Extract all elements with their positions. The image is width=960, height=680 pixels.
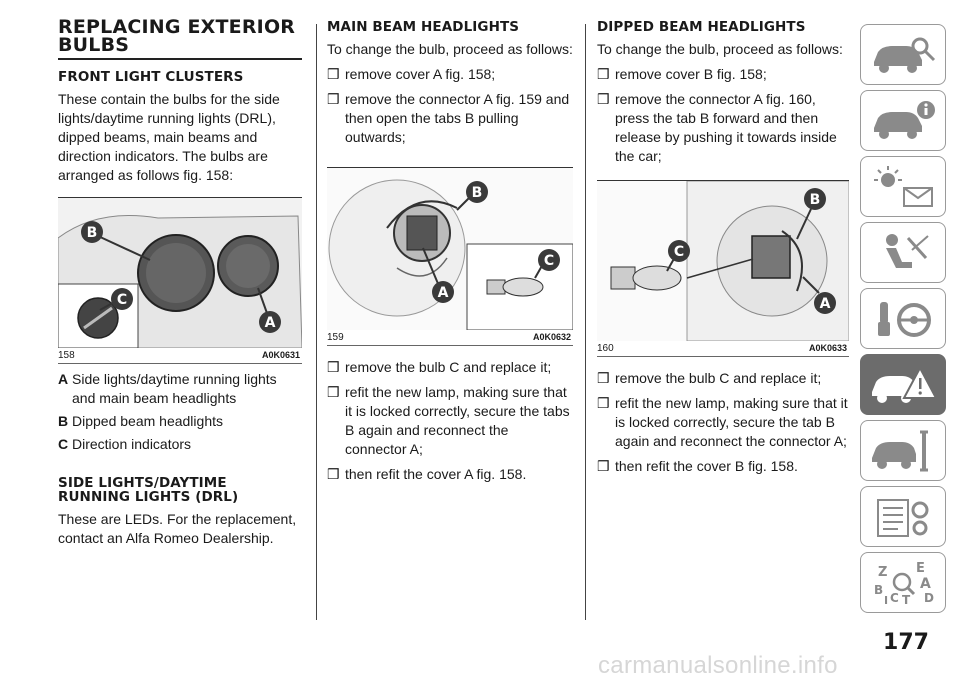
svg-text:B: B [874,582,884,597]
figure-number: 159 [327,332,344,343]
callout-a-label: A [819,296,831,312]
callout-b-label: B [86,225,98,241]
figure-code: A0K0633 [808,343,847,353]
main-beam-step: ❒ refit the new lamp, making sure that it is locked correctly, secure the tabs B again and reconnect the connector A; [327,384,570,457]
callout-c [111,288,133,310]
figure-158-illustration [58,198,302,348]
dipped-beam-step: ❒ then refit the cover B fig. 158. [597,458,798,474]
tab-safety[interactable] [860,222,946,283]
callout-c-label: C [543,253,555,269]
svg-text:E: E [916,560,925,576]
callout-c-label: C [116,292,128,308]
main-beam-step: ❒ then refit the cover A fig. 158. [327,466,527,482]
section-title: REPLACING EXTERIOR BULBS [58,18,302,60]
figure-158 [58,197,302,364]
callout-c [538,249,560,271]
tab-warning-lights[interactable] [860,156,946,217]
car-warning-icon [868,362,938,408]
dipped-beam-title: DIPPED BEAM HEADLIGHTS [597,19,806,35]
chapter-tabs [860,24,948,618]
callout-a [432,281,454,303]
figure-code: A0K0631 [261,350,300,360]
dipped-beam-step: ❒ refit the new lamp, making sure that it is locked correctly, secure the tab B again and reconnect the connector A; [597,395,848,449]
figure-159-illustration [327,168,573,330]
watermark: carmanualsonline.info [598,652,838,679]
subsection-title-front-light-clusters: FRONT LIGHT CLUSTERS [58,69,244,85]
car-search-icon [868,32,938,78]
svg-text:T: T [902,592,911,606]
svg-text:Z: Z [878,564,888,580]
tab-in-an-emergency[interactable] [860,354,946,415]
figure-159 [327,167,573,346]
callout-b [466,181,488,203]
index-icon [868,560,938,606]
main-beam-intro: To change the bulb, proceed as follows: [327,41,573,57]
figure-158-caption [58,348,302,364]
column-main-beam [327,18,573,490]
warning-lights-icon [868,164,938,210]
figure-160-caption [597,341,849,357]
callout-b [81,221,103,243]
main-beam-step: ❒ remove cover A fig. 158; [327,66,496,82]
svg-text:I: I [884,593,889,606]
callout-a-label: A [437,285,449,301]
tab-technical-data[interactable] [860,486,946,547]
dipped-beam-step: ❒ remove cover B fig. 158; [597,66,767,82]
car-info-icon [868,98,938,144]
car-specs-icon [868,494,938,540]
svg-text:D: D [924,590,934,605]
main-beam-step: ❒ remove the connector A fig. 159 and then open the tabs B pulling outwards; [327,91,570,145]
column-divider-2 [585,24,586,620]
car-tools-icon [868,428,938,474]
callout-a [814,292,836,314]
svg-text:A: A [920,575,931,592]
callout-c-label: C [673,244,685,260]
callout-a-label: A [264,315,276,331]
main-beam-step: ❒ remove the bulb C and replace it; [327,359,552,375]
subsection-title-drl: SIDE LIGHTS/DAYTIME RUNNING LIGHTS (DRL) [58,475,239,505]
callout-a [259,311,281,333]
dipped-beam-step: ❒ remove the connector A fig. 160, press the tab B forward and then release by pushing it towards inside the car; [597,91,837,164]
figure-159-caption [327,330,573,346]
callout-b-label: B [809,192,821,208]
airbag-seat-icon [868,230,938,276]
tab-starting-driving[interactable] [860,288,946,349]
dipped-beam-intro: To change the bulb, proceed as follows: [597,41,843,57]
callout-b [804,188,826,210]
tab-dashboard[interactable] [860,24,946,85]
legend-item-a: A Side lights/daytime running lights and main beam headlights [58,371,277,406]
column-dipped-beam [597,18,849,482]
figure-160-illustration [597,181,849,341]
callout-b-label: B [471,185,483,201]
figure-code: A0K0632 [532,332,571,342]
svg-text:C: C [890,590,899,605]
page-number: 177 [883,630,929,655]
key-steering-icon [868,296,938,342]
main-beam-title: MAIN BEAM HEADLIGHTS [327,19,520,35]
legend-item-b: B Dipped beam headlights [58,413,223,429]
column-front-light-clusters [58,18,302,554]
tab-knowing-car[interactable] [860,90,946,151]
figure-number: 160 [597,343,614,354]
front-clusters-intro: These contain the bulbs for the side lights/daytime running lights (DRL), dipped beams, main beams and direction indicators. The bulbs are arranged as follows fig. 158: [58,91,280,183]
tab-index[interactable] [860,552,946,613]
legend-item-c: C Direction indicators [58,436,192,452]
tab-servicing[interactable] [860,420,946,481]
figure-160 [597,180,849,357]
callout-c [668,240,690,262]
figure-number: 158 [58,350,75,361]
dipped-beam-step: ❒ remove the bulb C and replace it; [597,370,822,386]
drl-text: These are LEDs. For the replacement, contact an Alfa Romeo Dealership. [58,511,297,546]
column-divider-1 [316,24,317,620]
